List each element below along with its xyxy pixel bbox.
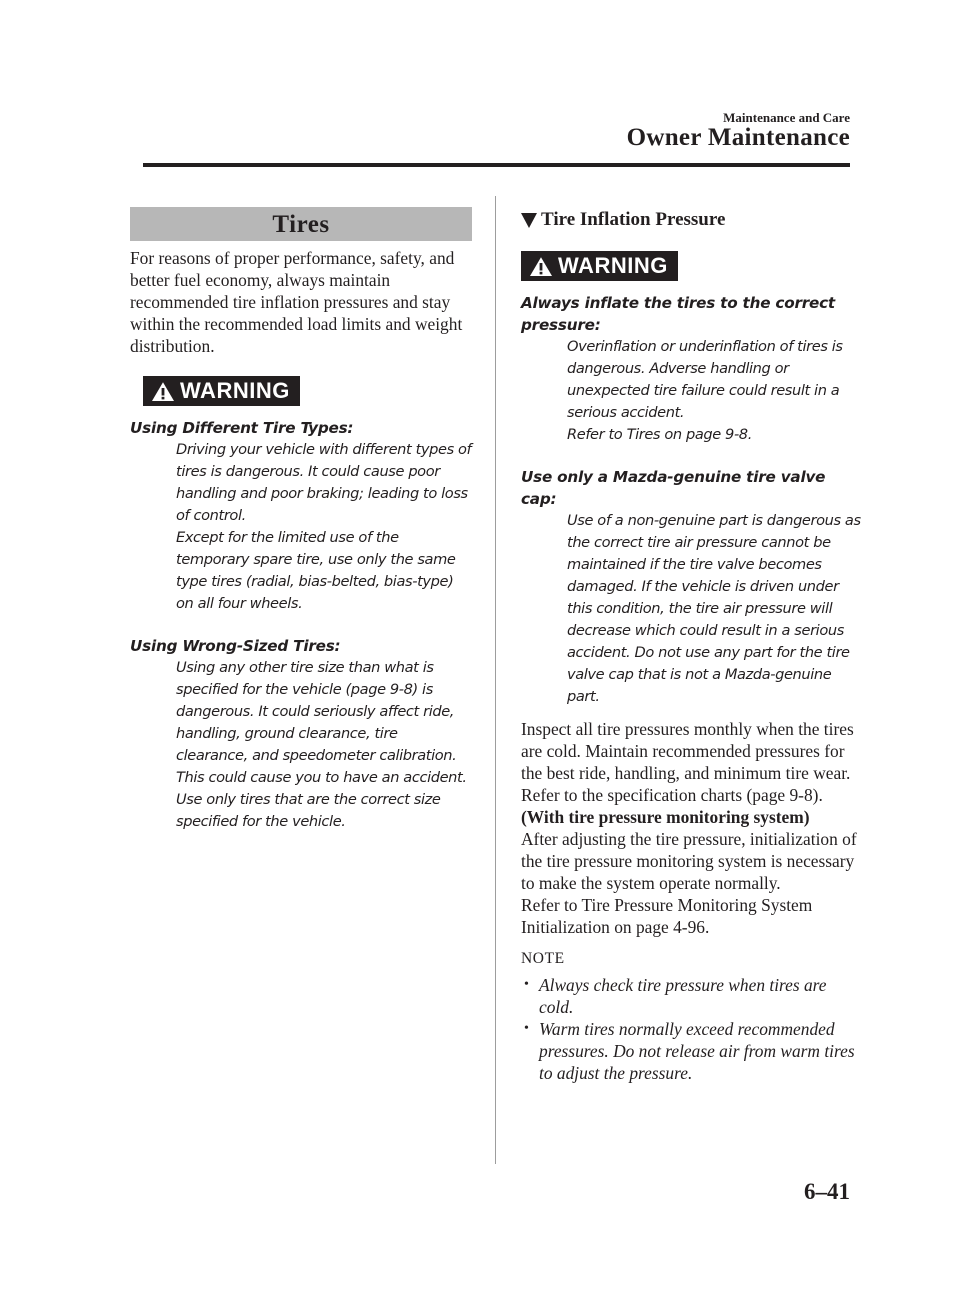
header-rule — [143, 163, 850, 167]
note-item — [521, 1018, 861, 1084]
note-text: Warm tires normally exceed recommended pressures. Do not release air from warm tires to adjust the pressure. — [539, 1018, 855, 1083]
warning-item-title: Always inflate the tires to the correct pressure: — [521, 293, 835, 334]
warning-item — [130, 635, 472, 833]
warning-triangle-icon — [529, 256, 553, 277]
subsection-heading — [521, 207, 861, 233]
note-list — [521, 974, 861, 1084]
warning-label: WARNING — [180, 378, 290, 403]
body-paragraph: Refer to Tire Pressure Monitoring System Initialization on page 4-96. — [521, 894, 813, 937]
column-divider — [495, 196, 496, 1164]
warning-label: WARNING — [558, 253, 668, 278]
warning-badge — [143, 376, 300, 406]
warning-item-text: Using any other tire size than what is specified for the vehicle (page 9-8) is dangerous. It could seriously affect ride, handling, ground clearance, tire clearance, and speedometer calibration. This could cause you to have an accident. Use only tires that are the correct size specified for the vehicle. — [176, 658, 467, 830]
subsection-title: Tire Inflation Pressure — [541, 209, 726, 230]
warning-item — [130, 417, 472, 615]
warning-item — [521, 466, 861, 708]
body-paragraph: Inspect all tire pressures monthly when the tires are cold. Maintain recommended pressures for the best ride, handling, and minimum tire wear. — [521, 718, 854, 783]
right-column — [521, 207, 861, 1084]
warning-triangle-icon — [151, 381, 175, 402]
body-text-block — [521, 718, 861, 938]
bullet-icon: • — [524, 1020, 529, 1036]
left-column — [130, 207, 472, 833]
warning-item-title: Use only a Mazda-genuine tire valve cap: — [521, 467, 826, 508]
note-label: NOTE — [521, 949, 565, 967]
warning-badge — [521, 251, 678, 281]
warning-item-text: Driving your vehicle with different types of tires is dangerous. It could cause poor handling and poor braking; leading to loss of control. Except for the limited use of the temporary spare tire, use only the same type tires (radial, bias-belted, bias-type) on all four wheels. — [176, 440, 472, 612]
bullet-icon: • — [524, 976, 529, 992]
note-item — [521, 974, 861, 1018]
body-paragraph: Refer to the specification charts (page 9-8). — [521, 784, 823, 805]
warning-item-text: Overinflation or underinflation of tires is dangerous. Adverse handling or unexpected tire failure could result in a serious accident. Refer to Tires on page 9-8. — [567, 337, 843, 443]
header-chapter-title: Owner Maintenance — [626, 124, 850, 151]
header-section-title: Maintenance and Care — [723, 110, 850, 125]
down-triangle-icon — [521, 213, 537, 228]
warning-item — [521, 292, 861, 446]
note-text: Always check tire pressure when tires are cold. — [539, 974, 827, 1017]
intro-paragraph: For reasons of proper performance, safety, and better fuel economy, always maintain recommended tire inflation pressures and stay within the recommended load limits and weight distribution. — [130, 248, 463, 356]
section-title-tires: Tires — [130, 207, 472, 241]
body-paragraph: After adjusting the tire pressure, initialization of the tire pressure monitoring system is necessary to make the system operate normally. — [521, 828, 857, 893]
warning-item-title: Using Wrong-Sized Tires: — [130, 636, 341, 655]
warning-item-title: Using Different Tire Types: — [130, 418, 354, 437]
body-bold-heading: (With tire pressure monitoring system) — [521, 806, 810, 827]
warning-item-text: Use of a non-genuine part is dangerous as the correct tire air pressure cannot be maintained if the tire valve becomes damaged. If the vehicle is driven under this condition, the tire air pressure will decrease which could result in a serious accident. Do not use any part for the tire valve cap that is not a Mazda-genuine part. — [567, 511, 861, 705]
page-number: 6–41 — [804, 1179, 850, 1204]
